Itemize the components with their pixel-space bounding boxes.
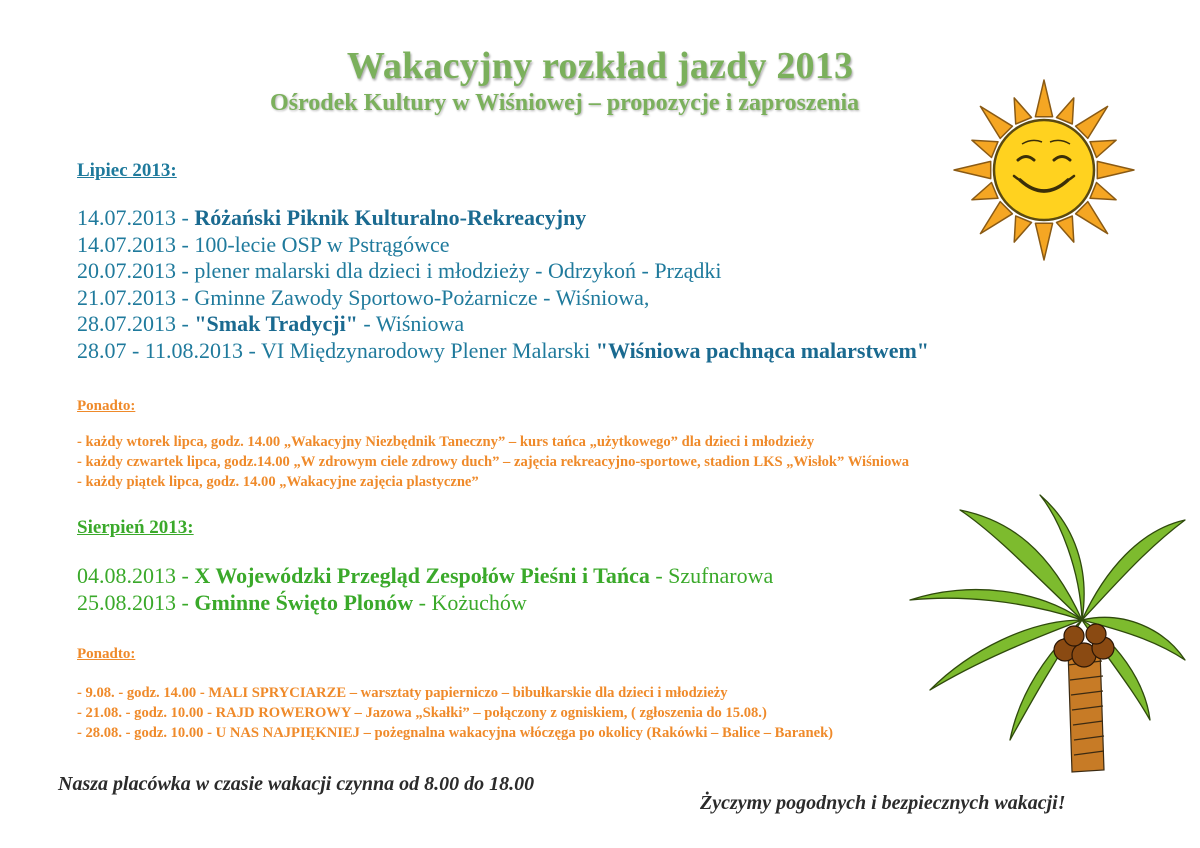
sun-ray xyxy=(1035,80,1052,117)
sun-ray xyxy=(1057,98,1074,124)
august-event-row xyxy=(77,590,773,617)
sun-ray xyxy=(1090,140,1116,157)
sun-ray xyxy=(1076,202,1108,234)
sun-ray xyxy=(1014,98,1031,124)
event-prefix: 28.07.2013 - xyxy=(77,311,195,336)
smiling-sun-illustration xyxy=(952,72,1136,268)
sun-ray xyxy=(980,202,1012,234)
event-prefix: 21.07.2013 - Gminne Zawody Sportowo-Pożarnicze - Wiśniowa, xyxy=(77,284,650,310)
event-prefix: 20.07.2013 - plener malarski dla dzieci i młodzieży - Odrzykoń - Prządki xyxy=(77,258,722,283)
july-extra-item: - każdy czwartek lipca, godz.14.00 „W zdrowym ciele zdrowy duch” – zajęcia rekreacyjno-sportowe, stadion LKS „Wisłok” Wiśniowa xyxy=(77,454,910,470)
august-event-list xyxy=(77,563,773,616)
event-bold: X Wojewódzki Przegląd Zespołów Pieśni i Tańca xyxy=(194,563,650,588)
july-event-row xyxy=(77,285,929,312)
opening-hours-note: Nasza placówka w czasie wakacji czynna od 8.00 do 18.00 xyxy=(58,773,535,795)
august-extra-item: - 9.08. - godz. 14.00 - MALI SPRYCIARZE – warsztaty papierniczo – bibułkarskie dla dzieci i młodzieży xyxy=(77,685,728,701)
sun-ray xyxy=(1014,216,1031,242)
holiday-wish: Życzymy pogodnych i bezpiecznych wakacji! xyxy=(700,792,1066,814)
july-event-list xyxy=(77,205,929,364)
sun-ray xyxy=(1035,223,1052,260)
event-bold: "Wiśniowa pachnąca malarstwem" xyxy=(595,337,929,363)
july-extra-list xyxy=(77,432,909,492)
event-suffix: - Szufnarowa xyxy=(649,563,774,588)
event-suffix: - Kożuchów xyxy=(413,589,527,615)
july-event-row xyxy=(77,258,929,285)
sun-ray xyxy=(980,106,1012,138)
july-event-row xyxy=(77,232,929,259)
july-event-row xyxy=(77,311,929,338)
event-bold: Gminne Święto Plonów xyxy=(194,589,414,615)
sun-ray xyxy=(1057,216,1074,242)
page-subtitle: Ośrodek Kultury w Wiśniowej – propozycje i zaproszenia xyxy=(270,90,860,116)
august-extra-item: - 21.08. - godz. 10.00 - RAJD ROWEROWY – Jazowa „Skałki” – połączony z ogniskiem, ( zgłoszenia do 15.08.) xyxy=(77,705,767,721)
august-event-row xyxy=(77,563,773,590)
event-prefix: 25.08.2013 - xyxy=(77,589,195,615)
august-heading: Sierpień 2013: xyxy=(77,517,194,538)
event-prefix: 14.07.2013 - xyxy=(77,205,195,230)
july-extra-heading: Ponadto: xyxy=(77,398,136,414)
sun-ray xyxy=(954,161,991,178)
event-bold: Różański Piknik Kulturalno-Rekreacyjny xyxy=(194,205,587,230)
sun-ray xyxy=(972,183,998,200)
sun-ray xyxy=(1076,106,1108,138)
event-prefix: 04.08.2013 - xyxy=(77,563,195,588)
sun-ray xyxy=(972,140,998,157)
july-extra-item: - każdy piątek lipca, godz. 14.00 „Wakacyjne zajęcia plastyczne” xyxy=(77,474,479,490)
sun-ray xyxy=(1090,183,1116,200)
july-heading: Lipiec 2013: xyxy=(77,160,177,181)
july-event-row xyxy=(77,338,929,365)
august-extra-item: - 28.08. - godz. 10.00 - U NAS NAJPIĘKNIEJ – pożegnalna wakacyjna włóczęga po okolicy (Rakówki – Balice – Baranek) xyxy=(77,725,834,741)
august-extra-heading: Ponadto: xyxy=(77,646,136,662)
page-title: Wakacyjny rozkład jazdy 2013 xyxy=(346,45,854,87)
palm-tree-illustration xyxy=(900,490,1190,782)
event-bold: "Smak Tradycji" xyxy=(194,311,358,336)
event-prefix: 14.07.2013 - 100-lecie OSP w Pstrągówce xyxy=(77,231,450,257)
july-event-row xyxy=(77,205,929,232)
sun-ray xyxy=(1097,161,1134,178)
event-suffix: - Wiśniowa xyxy=(357,311,465,336)
july-extra-item: - każdy wtorek lipca, godz. 14.00 „Wakacyjny Niezbędnik Taneczny” – kurs tańca „użytkowego” dla dzieci i młodzieży xyxy=(77,434,815,450)
august-extra-list xyxy=(77,683,833,743)
event-prefix: 28.07 - 11.08.2013 - VI Międzynarodowy Plener Malarski xyxy=(77,337,596,363)
